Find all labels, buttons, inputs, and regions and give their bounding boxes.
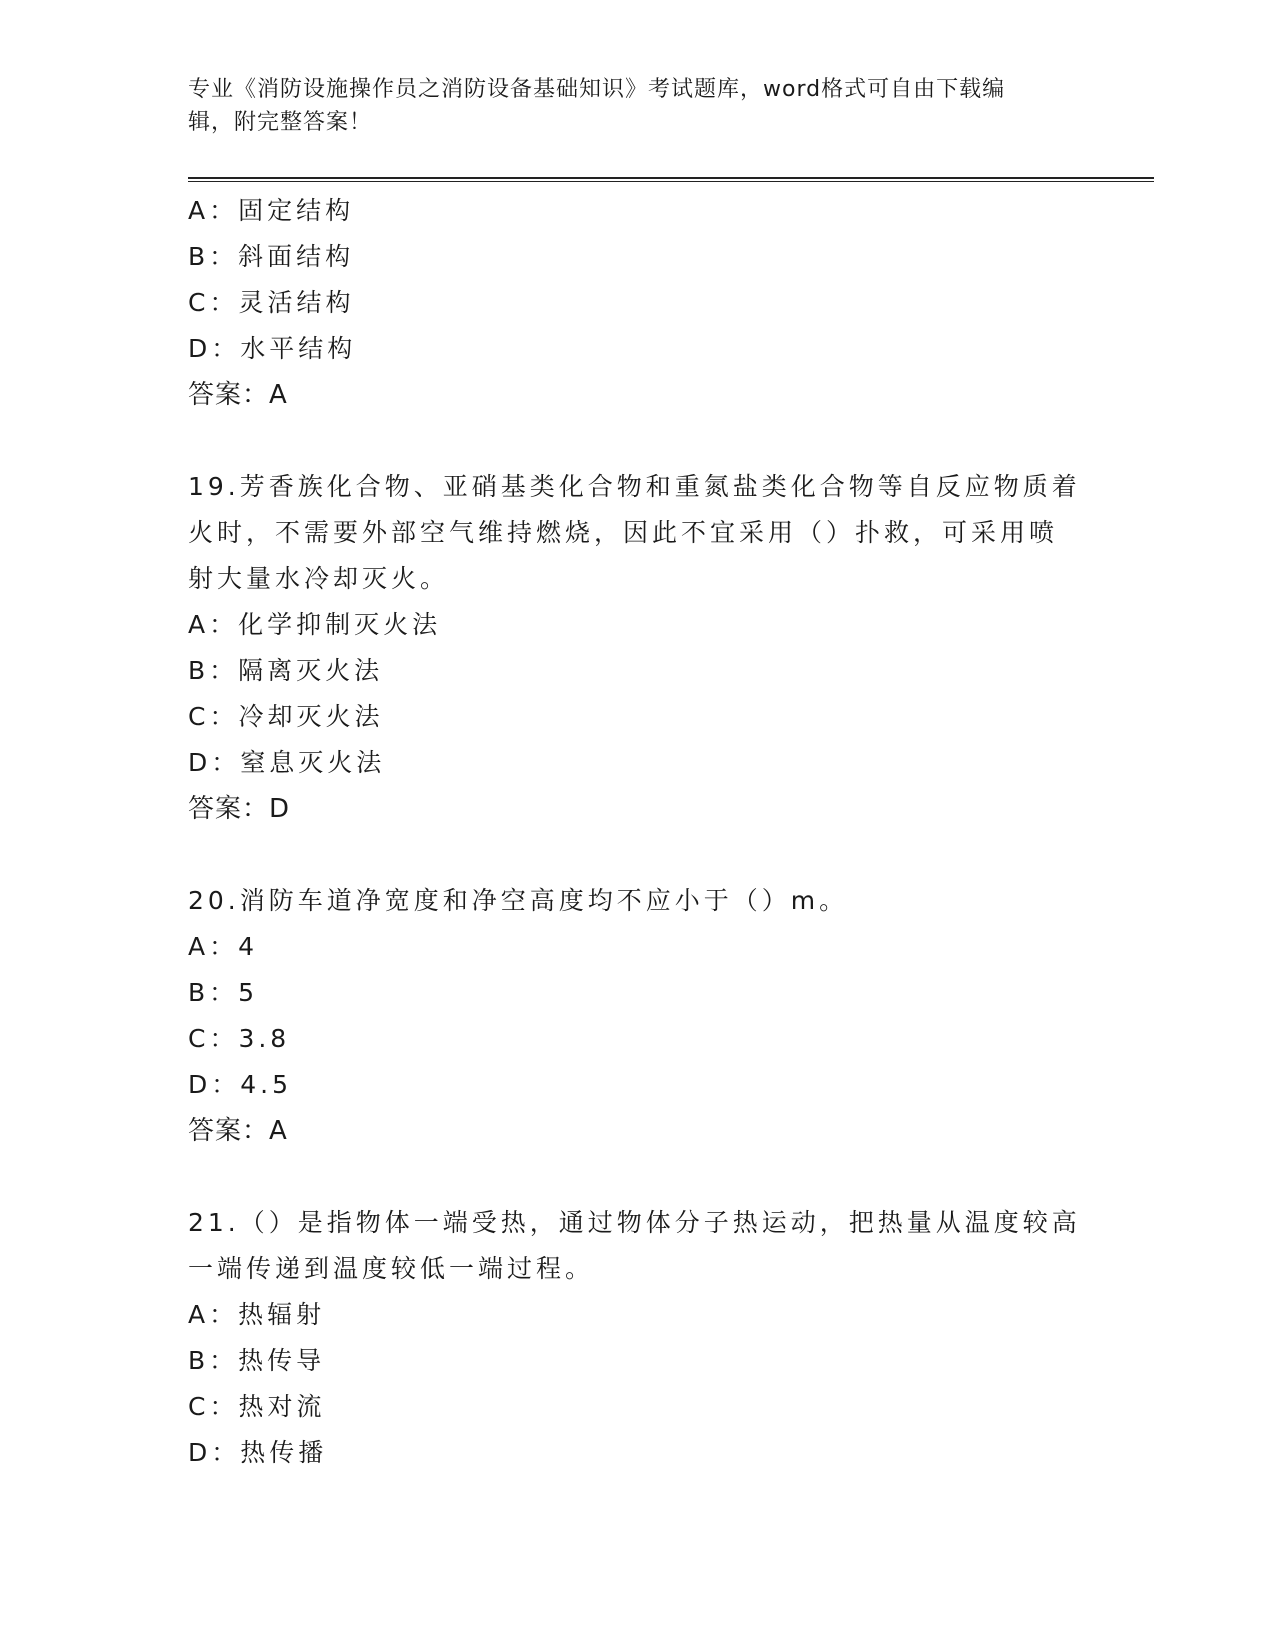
option-b: B：斜面结构 bbox=[188, 242, 355, 271]
question-text bbox=[188, 464, 1088, 602]
option-c: C：热对流 bbox=[188, 1392, 326, 1421]
document-header bbox=[188, 73, 1068, 139]
option-b: B：5 bbox=[188, 978, 259, 1007]
option-d: D：4.5 bbox=[188, 1070, 293, 1099]
option-a: A：热辐射 bbox=[188, 1300, 326, 1329]
option-a: A：固定结构 bbox=[188, 196, 355, 225]
option-c: C：3.8 bbox=[188, 1024, 291, 1053]
option-a: A：化学抑制灭火法 bbox=[188, 610, 442, 639]
question-line: 19.芳香族化合物、亚硝基类化合物和重氮盐类化合物等自反应物质着 bbox=[188, 472, 1081, 501]
question-list bbox=[188, 188, 1088, 1476]
question-18 bbox=[188, 188, 1088, 418]
question-20 bbox=[188, 878, 1088, 1154]
option-d: D：水平结构 bbox=[188, 334, 357, 363]
question-line: 射大量水冷却灭火。 bbox=[188, 564, 450, 593]
spacer bbox=[188, 418, 1088, 464]
answer: 答案：A bbox=[188, 1116, 288, 1146]
spacer bbox=[188, 1154, 1088, 1200]
question-line: 20.消防车道净宽度和净空高度均不应小于（）m。 bbox=[188, 886, 849, 915]
question-21 bbox=[188, 1200, 1088, 1476]
question-text bbox=[188, 1200, 1088, 1292]
question-19 bbox=[188, 464, 1088, 832]
option-c: C：冷却灭火法 bbox=[188, 702, 384, 731]
option-b: B：热传导 bbox=[188, 1346, 326, 1375]
option-c: C：灵活结构 bbox=[188, 288, 355, 317]
option-d: D：热传播 bbox=[188, 1438, 328, 1467]
question-line: 一端传递到温度较低一端过程。 bbox=[188, 1254, 595, 1283]
answer: 答案：A bbox=[188, 380, 288, 410]
question-text bbox=[188, 878, 1088, 924]
option-d: D：窒息灭火法 bbox=[188, 748, 386, 777]
header-line-2: 辑，附完整答案！ bbox=[188, 110, 373, 135]
spacer bbox=[188, 832, 1088, 878]
header-divider bbox=[188, 177, 1154, 182]
option-a: A：4 bbox=[188, 932, 259, 961]
header-line-1: 专业《消防设施操作员之消防设备基础知识》考试题库，word格式可自由下载编 bbox=[188, 77, 1006, 102]
answer: 答案：D bbox=[188, 794, 291, 824]
question-line: 火时，不需要外部空气维持燃烧，因此不宜采用（）扑救，可采用喷 bbox=[188, 518, 1059, 547]
option-b: B：隔离灭火法 bbox=[188, 656, 384, 685]
question-line: 21.（）是指物体一端受热，通过物体分子热运动，把热量从温度较高 bbox=[188, 1208, 1081, 1237]
